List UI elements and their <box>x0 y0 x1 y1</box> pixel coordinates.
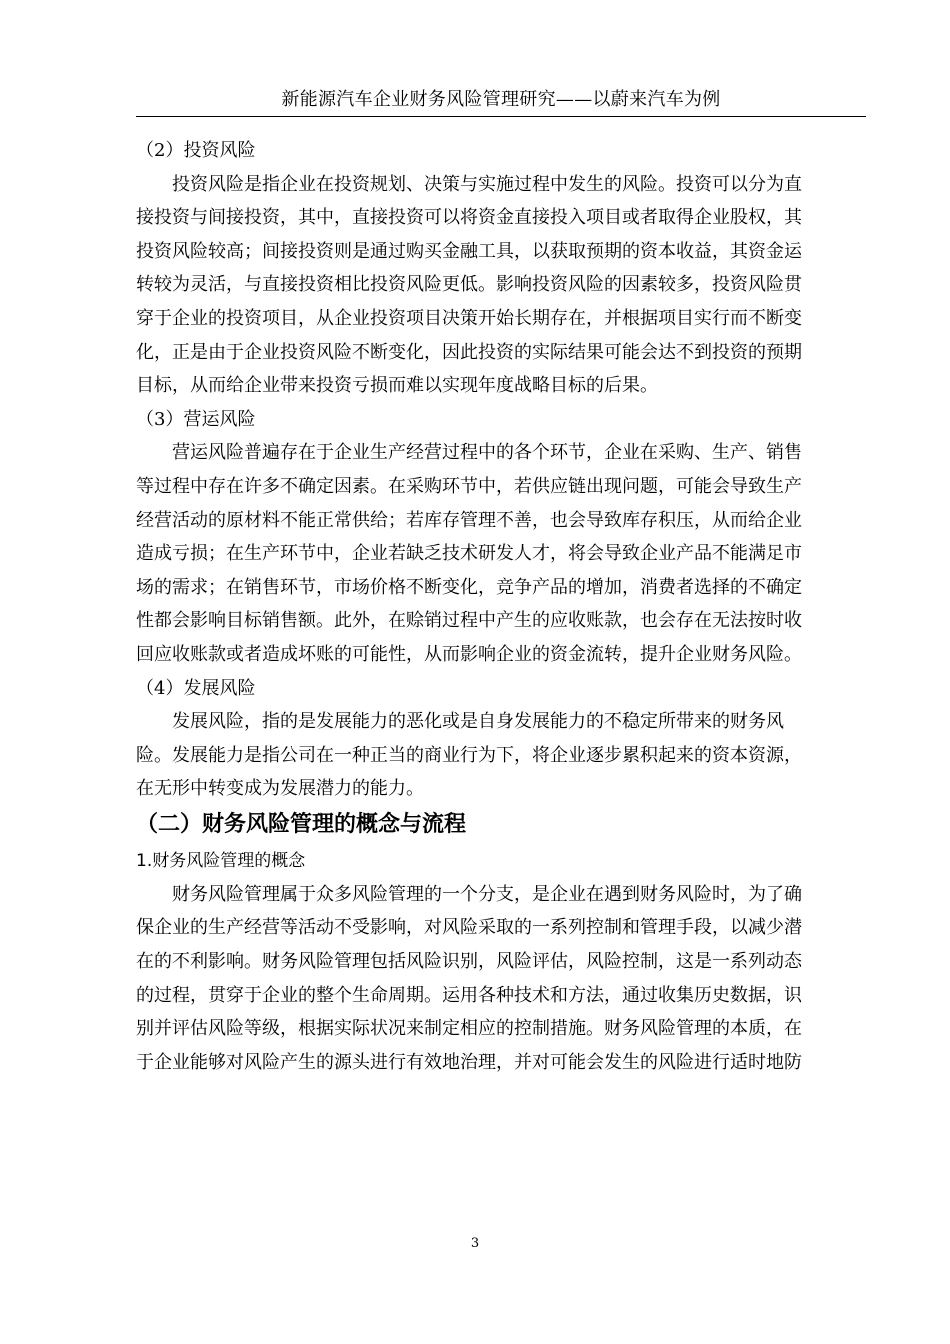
paragraph-line: 接投资与间接投资，其中，直接投资可以将资金直接投入项目或者取得企业股权，其 <box>136 207 802 229</box>
paragraph-line: 险。发展能力是指公司在一种正当的商业行为下，将企业逐步累积起来的资本资源， <box>136 744 802 766</box>
subheading-development-risk: （4）发展风险 <box>136 677 256 699</box>
paragraph-operating-risk <box>136 436 848 671</box>
paragraph-development-risk <box>136 705 848 806</box>
document-body <box>136 134 848 1079</box>
paragraph-line: 目标，从而给企业带来投资亏损而难以实现年度战略目标的后果。 <box>136 375 658 397</box>
paragraph-line: 营运风险普遍存在于企业生产经营过程中的各个环节，企业在采购、生产、销售 <box>172 442 802 464</box>
subheading-operating-risk: （3）营运风险 <box>136 408 256 430</box>
paragraph-line: 的过程，贯穿于企业的整个生命周期。运用各种技术和方法，通过收集历史数据，识 <box>136 984 802 1006</box>
paragraph-line: 经营活动的原材料不能正常供给；若库存管理不善，也会导致库存积压，从而给企业 <box>136 509 802 531</box>
paragraph-line: 性都会影响目标销售额。此外，在赊销过程中产生的应收账款，也会存在无法按时收 <box>136 610 802 632</box>
paragraph-line: 在的不利影响。财务风险管理包括风险识别，风险评估，风险控制，这是一系列动态 <box>136 951 802 973</box>
page-number: 3 <box>470 1236 480 1251</box>
subsection-title-concept: 1.财务风险管理的概念 <box>136 850 306 871</box>
paragraph-line: 化，正是由于企业投资风险不断变化，因此投资的实际结果可能会达不到投资的预期 <box>136 341 802 363</box>
paragraph-line: 造成亏损；在生产环节中，企业若缺乏技术研发人才，将会导致企业产品不能满足市 <box>136 543 802 565</box>
paragraph-line: 投资风险较高；间接投资则是通过购买金融工具，以获取预期的资本收益，其资金运 <box>136 240 802 262</box>
page-header-title: 新能源汽车企业财务风险管理研究——以蔚来汽车为例 <box>281 89 721 110</box>
paragraph-risk-management-concept <box>136 878 848 1080</box>
section-title-financial-risk-management: （二）财务风险管理的概念与流程 <box>136 811 467 837</box>
paragraph-line: 别并评估风险等级，根据实际状况来制定相应的控制措施。财务风险管理的本质，在 <box>136 1018 802 1040</box>
header-rule <box>136 116 866 117</box>
paragraph-line: 投资风险是指企业在投资规划、决策与实施过程中发生的风险。投资可以分为直 <box>172 173 802 195</box>
paragraph-line: 保企业的生产经营等活动不受影响，对风险采取的一系列控制和管理手段，以减少潜 <box>136 917 802 939</box>
paragraph-investment-risk <box>136 168 848 403</box>
paragraph-line: 等过程中存在许多不确定因素。在采购环节中，若供应链出现问题，可能会导致生产 <box>136 475 802 497</box>
paragraph-line: 场的需求；在销售环节，市场价格不断变化，竞争产品的增加，消费者选择的不确定 <box>136 576 802 598</box>
paragraph-line: 回应收账款或者造成坏账的可能性，从而影响企业的资金流转，提升企业财务风险。 <box>136 643 802 665</box>
paragraph-line: 于企业能够对风险产生的源头进行有效地治理，并对可能会发生的风险进行适时地防 <box>136 1051 802 1073</box>
paragraph-line: 在无形中转变成为发展潜力的能力。 <box>136 778 424 800</box>
paragraph-line: 转较为灵活，与直接投资相比投资风险更低。影响投资风险的因素较多，投资风险贯 <box>136 274 802 296</box>
subheading-investment-risk: （2）投资风险 <box>136 140 256 161</box>
paragraph-line: 发展风险，指的是发展能力的恶化或是自身发展能力的不稳定所带来的财务风 <box>172 711 784 733</box>
paragraph-line: 财务风险管理属于众多风险管理的一个分支，是企业在遇到财务风险时，为了确 <box>172 883 802 905</box>
paragraph-line: 穿于企业的投资项目，从企业投资项目决策开始长期存在，并根据项目实行而不断变 <box>136 307 802 329</box>
